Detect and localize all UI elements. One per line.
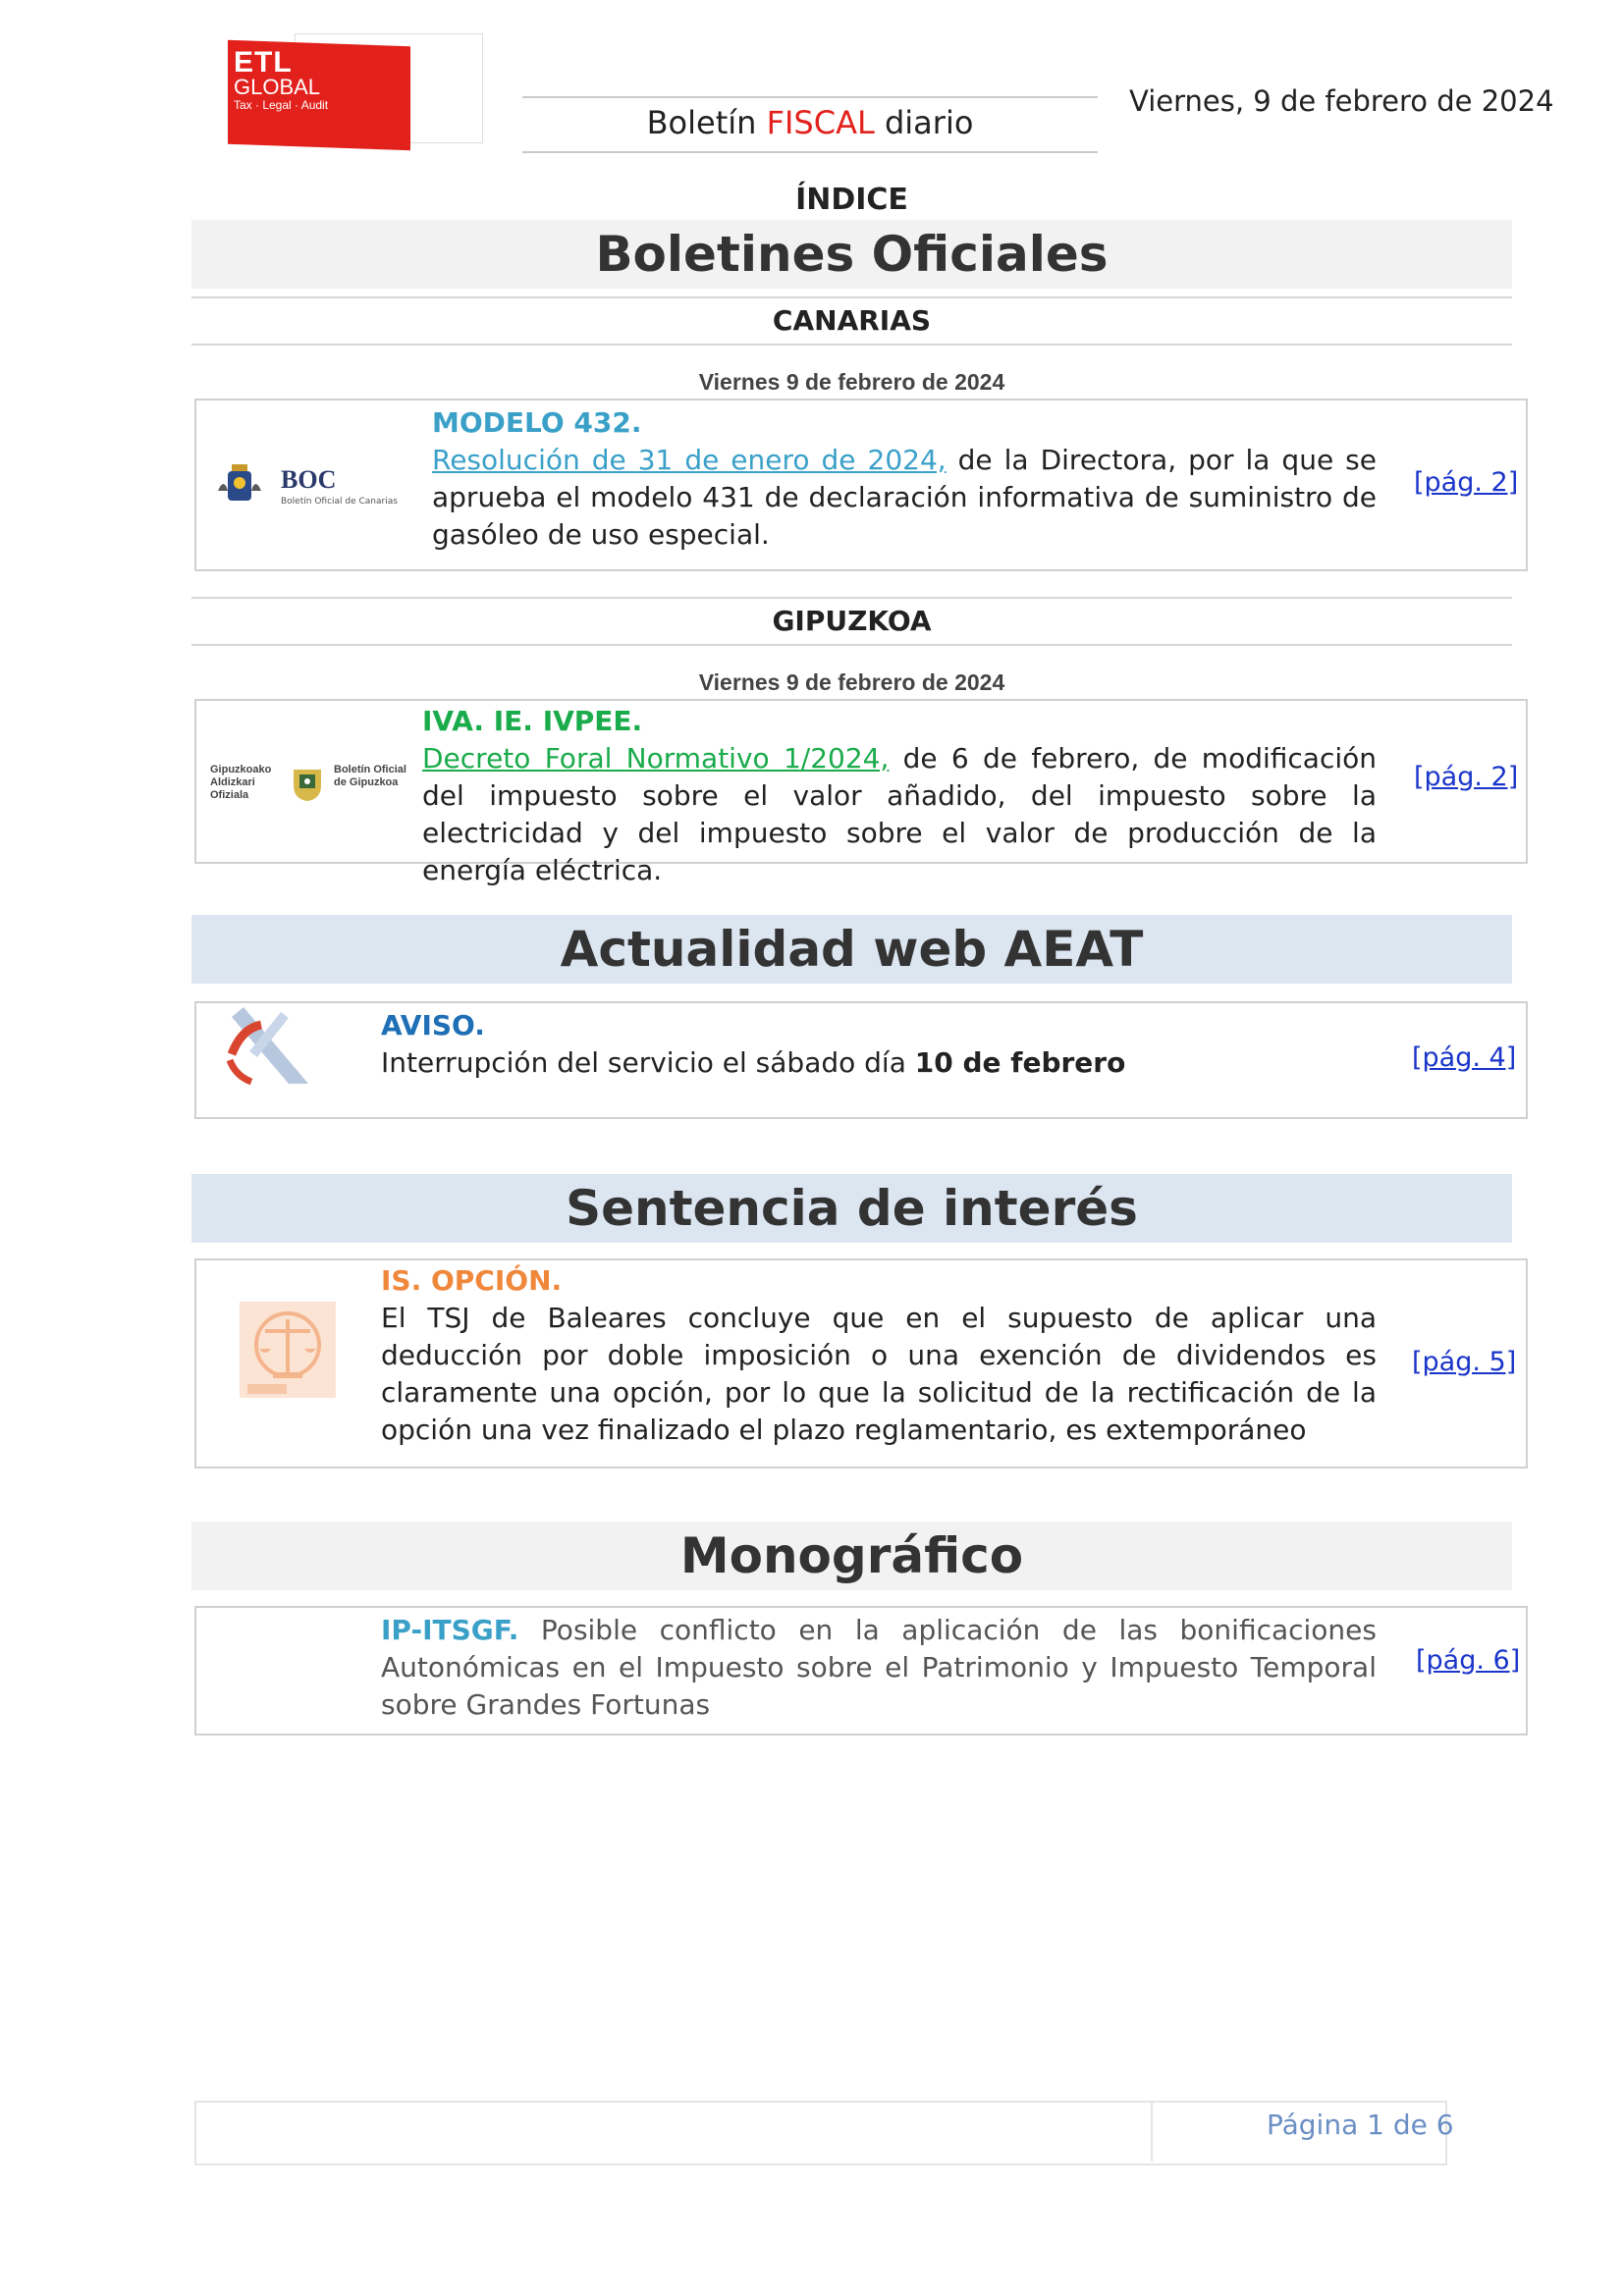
gipuzkoa-date: Viernes 9 de febrero de 2024 (698, 669, 1005, 695)
header-date: Viernes, 9 de febrero de 2024 (1129, 84, 1554, 118)
bog-logo (210, 764, 406, 805)
gipuzkoa-shield-icon (289, 766, 326, 803)
index-title: ÍNDICE (795, 183, 908, 217)
aviso-body: Interrupción del servicio el sábado día (381, 1046, 915, 1079)
bulletin-title (522, 104, 1098, 141)
justice-scales-icon (238, 1300, 338, 1400)
title-suffix: diario (874, 104, 974, 141)
canarias-text (432, 404, 1377, 554)
footer-box (194, 2101, 1447, 2165)
logo-line3: Tax · Legal · Audit (234, 98, 329, 112)
aviso-text (381, 1007, 1363, 1082)
boc-logo-title: BOC (281, 465, 337, 494)
region-canarias: CANARIAS (191, 296, 1512, 346)
canarias-date: Viernes 9 de febrero de 2024 (698, 369, 1005, 395)
canarias-heading: MODELO 432. (432, 406, 642, 439)
sentencia-heading: IS. OPCIÓN. (381, 1264, 563, 1297)
region-gipuzkoa: GIPUZKOA (191, 597, 1512, 646)
title-fiscal: FISCAL (766, 104, 875, 141)
monografico-text (381, 1612, 1377, 1724)
logo-line2: GLOBAL (234, 75, 321, 99)
section-boletines-oficiales: Boletines Oficiales (191, 220, 1512, 289)
monografico-body: Posible conflicto en la aplicación de las bonificaciones Autonómicas en el Impuesto sobre el Patrimonio y Impuesto Temporal sobre Grandes Fortunas (381, 1614, 1377, 1721)
gipuzkoa-text (422, 703, 1377, 889)
section-monografico: Monográfico (191, 1522, 1512, 1590)
coat-of-arms-icon (210, 461, 269, 514)
boc-logo-subtitle: Boletín Oficial de Canarias (281, 497, 398, 507)
entry-monografico (194, 1606, 1528, 1735)
entry-aviso (194, 1001, 1528, 1119)
canarias-body: de la Directora, por la que se aprueba el modelo 431 de declaración informativa de suministro de gasóleo de uso especial. (432, 444, 1377, 551)
footer-divider (1151, 2101, 1153, 2162)
boc-logo (210, 461, 397, 514)
aviso-page-link[interactable]: [pág. 4] (1412, 1042, 1517, 1073)
canarias-page-link[interactable]: [pág. 2] (1414, 467, 1519, 498)
entry-canarias (194, 399, 1528, 571)
bog-logo-right: Boletín Oficial de Gipuzkoa (334, 764, 406, 788)
gipuzkoa-body: de 6 de febrero, de modificación del impuesto sobre el valor añadido, del impuesto sobre la electricidad y del impuesto sobre el valor de producción de la energía eléctrica. (422, 742, 1377, 886)
sentencia-page-link[interactable]: [pág. 5] (1412, 1347, 1517, 1377)
gipuzkoa-link[interactable]: Decreto Foral Normativo 1/2024, (422, 742, 890, 774)
title-prefix: Boletín (646, 104, 767, 141)
entry-sentencia (194, 1258, 1528, 1468)
monografico-page-link[interactable]: [pág. 6] (1416, 1645, 1521, 1676)
canarias-link[interactable]: Resolución de 31 de enero de 2024, (432, 444, 947, 476)
aviso-heading: AVISO. (381, 1009, 485, 1041)
sentencia-body: El TSJ de Baleares concluye que en el supuesto de aplicar una deducción por doble imposición o una exención de dividendos es claramente una opción, por lo que la solicitud de la rectificación de la opción una vez finalizado el plazo reglamentario, es extemporáneo (381, 1302, 1377, 1446)
section-sentencia-interes: Sentencia de interés (191, 1174, 1512, 1243)
sentencia-text (381, 1262, 1377, 1449)
bog-logo-left: Gipuzkoako Aldizkari Ofiziala (210, 764, 272, 801)
gipuzkoa-page-link[interactable]: [pág. 2] (1414, 762, 1519, 792)
monografico-heading: IP-ITSGF. (381, 1614, 519, 1646)
gipuzkoa-heading: IVA. IE. IVPEE. (422, 705, 643, 737)
page-number: Página 1 de 6 (1267, 2109, 1454, 2141)
aviso-body-bold: 10 de febrero (914, 1046, 1126, 1079)
aeat-logo-icon (224, 1005, 310, 1090)
etl-logo-text (228, 43, 328, 112)
logo-line1: ETL (234, 46, 293, 79)
section-actualidad-aeat: Actualidad web AEAT (191, 915, 1512, 984)
entry-gipuzkoa (194, 699, 1528, 886)
